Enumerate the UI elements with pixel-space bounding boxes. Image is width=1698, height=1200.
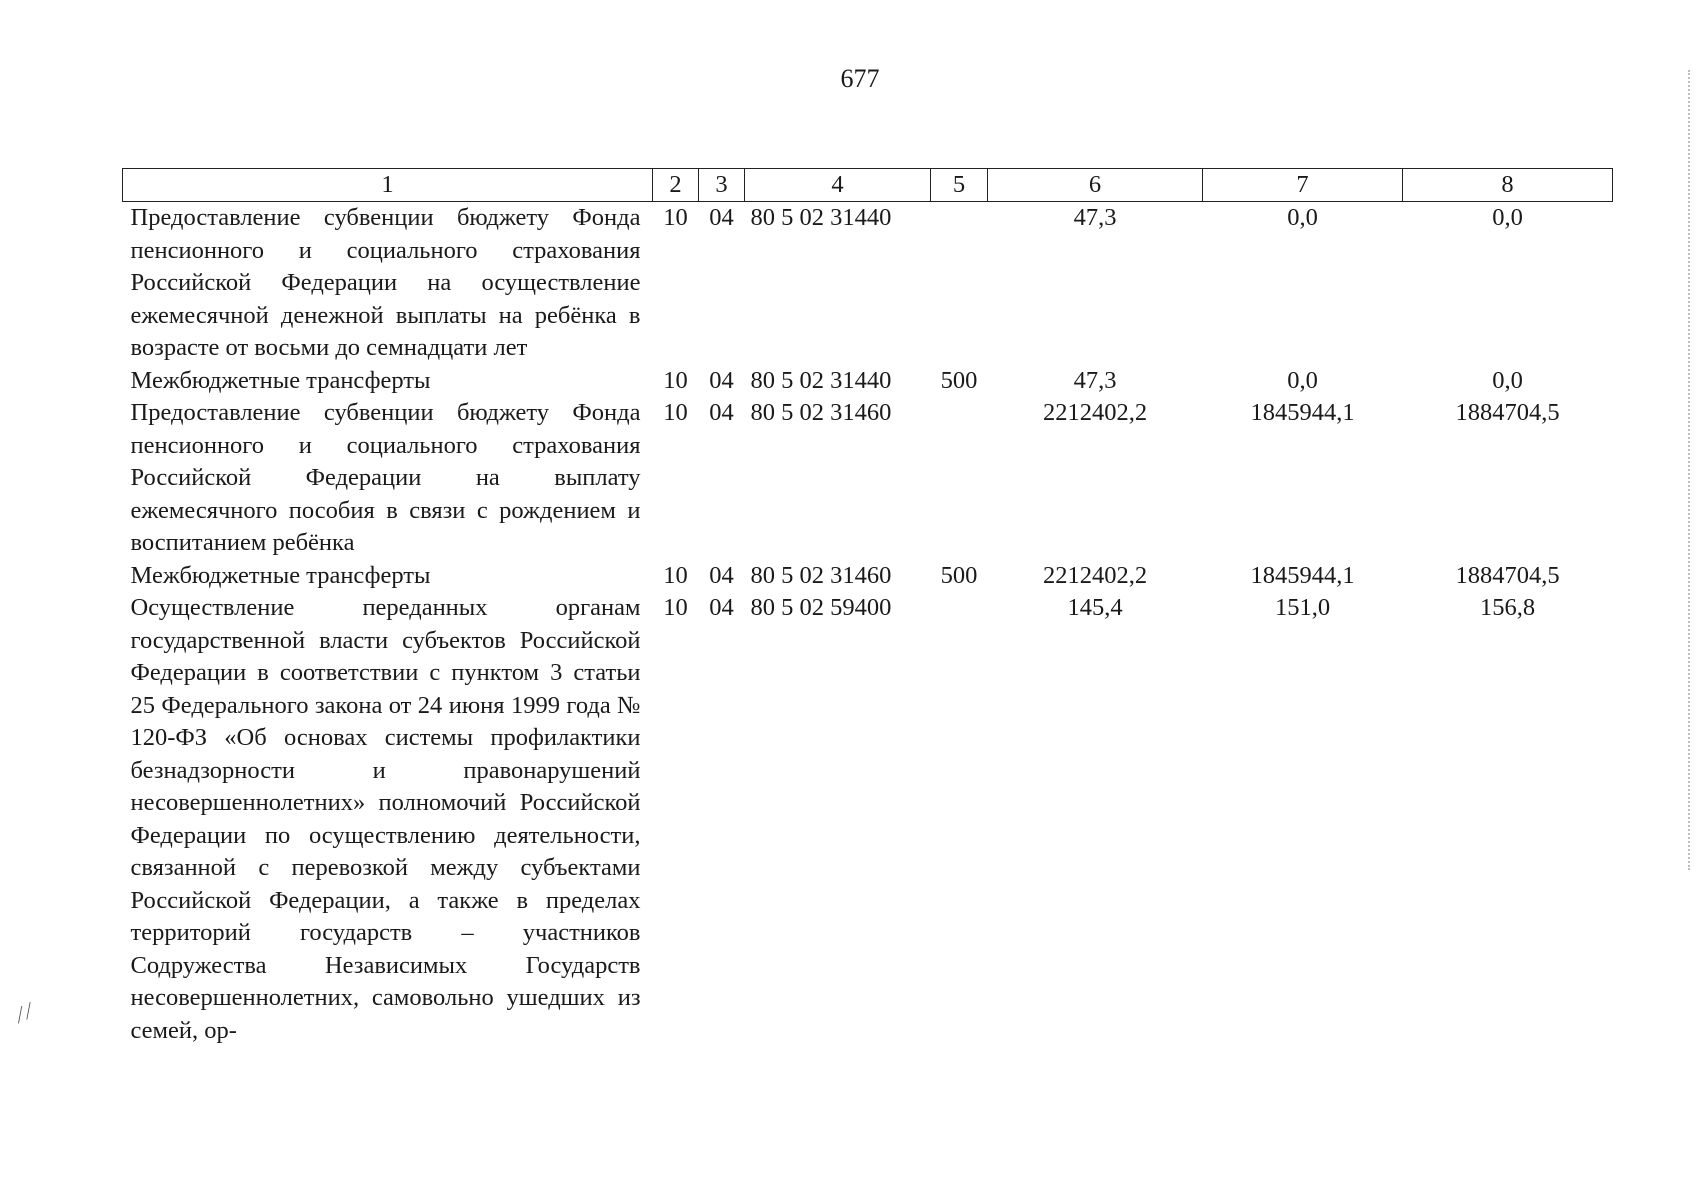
row-target-code: 80 5 02 31460: [750, 399, 892, 426]
scan-edge-mark: [1686, 70, 1690, 870]
header-col-3: 3: [699, 169, 745, 202]
header-col-1: 1: [123, 169, 653, 202]
page-number: 677: [840, 64, 880, 93]
row-name: Межбюджетные трансферты: [130, 561, 431, 589]
margin-pencil-mark: ⁄ ∕: [13, 998, 36, 1027]
row-target-code: 80 5 02 31440: [750, 366, 892, 394]
header-col-4: 4: [745, 169, 931, 202]
row-amount-year3: 0,0: [1492, 204, 1523, 231]
row-subsection: 04: [709, 399, 734, 426]
row-subsection: 04: [709, 204, 734, 231]
row-amount-year3: 1884704,5: [1455, 399, 1560, 426]
row-amount-year2: 0,0: [1287, 366, 1318, 394]
header-col-2: 2: [653, 169, 699, 202]
row-expense-type: [931, 397, 988, 560]
row-amount-year1: 2212402,2: [1042, 561, 1148, 589]
row-expense-type: 500: [940, 561, 978, 589]
table-row: [123, 365, 1613, 398]
row-amount-year3: 0,0: [1492, 366, 1523, 394]
row-amount-year2: 1845944,1: [1250, 561, 1355, 589]
row-amount-year3: 1884704,5: [1455, 561, 1560, 589]
row-subsection: 04: [709, 561, 734, 589]
row-target-code: 80 5 02 31460: [750, 561, 892, 589]
row-section: 10: [663, 204, 688, 231]
row-subsection: 04: [709, 366, 734, 394]
row-amount-year1: 47,3: [1073, 366, 1117, 394]
row-amount-year3: 156,8: [1479, 594, 1536, 621]
table-row: [123, 202, 1613, 365]
row-expense-type: 500: [940, 366, 978, 394]
row-name: Осуществление переданных органам государственной власти субъектов Российской Федерации в соответствии с пунктом 3 статьи 25 Федерального закона от 24 июня 1999 года № 120-ФЗ «Об основах системы профилактики безнадзорности и правонарушений несовершеннолетних» полномочий Российской Федерации по осуществлению деятельности, связанной с перевозкой между субъектами Российской Федерации, а также в пределах территорий государств – участников Содружества Независимых Государств несовершеннолетних, самовольно ушедших из семей, ор-: [130, 594, 641, 1044]
budget-table-container: [122, 168, 1613, 1047]
row-target-code: 80 5 02 59400: [750, 594, 892, 621]
row-section: 10: [663, 399, 688, 426]
row-amount-year2: 1845944,1: [1250, 399, 1355, 426]
row-expense-type: [931, 592, 988, 1047]
row-amount-year1: 145,4: [1067, 594, 1123, 621]
row-section: 10: [663, 366, 688, 394]
header-row: [123, 169, 1613, 202]
row-subsection: 04: [709, 594, 734, 621]
row-section: 10: [663, 561, 688, 589]
header-col-7: 7: [1203, 169, 1403, 202]
row-amount-year2: 0,0: [1287, 204, 1318, 231]
row-amount-year1: 2212402,2: [1042, 399, 1148, 426]
table-row: [123, 397, 1613, 560]
row-name: Межбюджетные трансферты: [130, 366, 431, 394]
header-col-6: 6: [988, 169, 1203, 202]
row-expense-type: [931, 202, 988, 365]
budget-table: [122, 168, 1613, 1047]
table-row: [123, 592, 1613, 1047]
row-section: 10: [663, 594, 688, 621]
row-amount-year1: 47,3: [1073, 204, 1117, 231]
table-row: [123, 560, 1613, 593]
header-col-8: 8: [1403, 169, 1613, 202]
row-target-code: 80 5 02 31440: [750, 204, 892, 231]
row-amount-year2: 151,0: [1274, 594, 1331, 621]
header-col-5: 5: [931, 169, 988, 202]
row-name: Предоставление субвенции бюджету Фонда пенсионного и социального страхования Российской Федерации на осуществление ежемесячной денежной выплаты на ребёнка в возрасте от восьми до семнадцати лет: [130, 204, 641, 361]
row-name: Предоставление субвенции бюджету Фонда пенсионного и социального страхования Российской Федерации на выплату ежемесячного пособия в связи с рождением и воспитанием ребёнка: [130, 399, 641, 556]
